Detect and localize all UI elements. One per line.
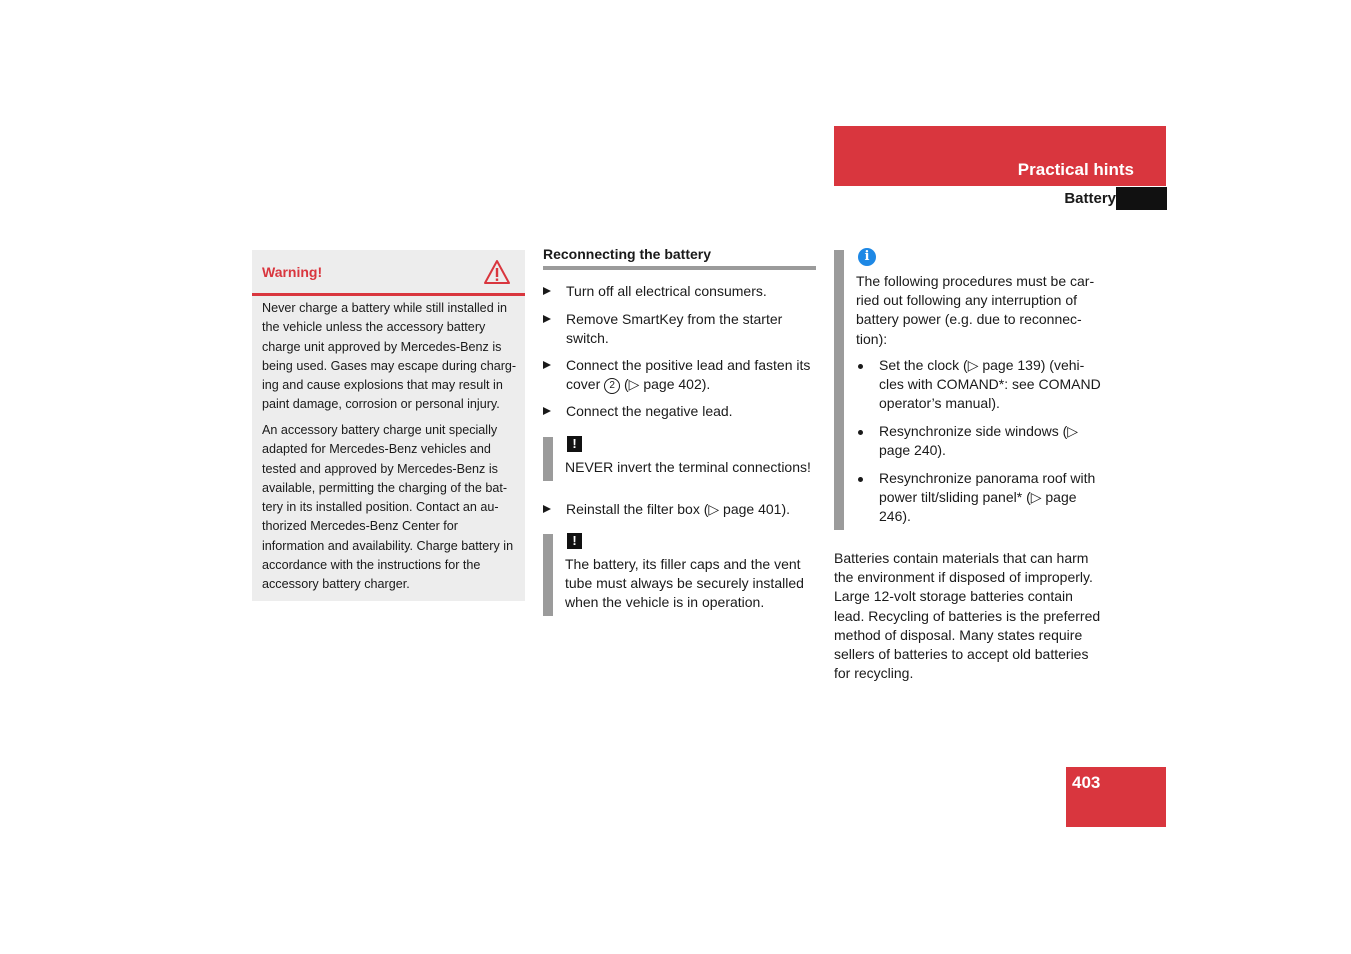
warning-paragraph: An accessory battery charge unit specially adapted for Mercedes-Benz vehicles and tested and approved by Mercedes-Benz is available, permitting the charging of the bat- tery in its installed position. Contact an au- thorized Mercedes-Benz Center for information and availability. Charge battery in accordance with the instructions for the accessory battery charger.	[262, 423, 514, 592]
step-item	[543, 310, 818, 348]
page-number: 403	[1072, 773, 1101, 792]
info-intro: The following procedures must be car- ried out following any interruption of battery power (e.g. due to reconnec- tion):	[856, 273, 1095, 347]
bullet-dot-icon	[858, 430, 863, 435]
info-bar	[834, 250, 844, 530]
list-item-text: Resynchronize side windows (▷ page 240).	[879, 423, 1079, 459]
list-item	[856, 422, 1108, 460]
caution-icon: !	[567, 436, 582, 452]
step-arrow-icon	[543, 407, 551, 415]
note-bar	[543, 437, 553, 481]
list-item-text: Set the clock (▷ page 139) (vehi- cles with COMAND*: see COMAND operator’s manual).	[879, 357, 1101, 412]
caution-icon: !	[567, 533, 582, 549]
thumb-tab-marker	[1116, 187, 1167, 210]
step-arrow-icon	[543, 505, 551, 513]
step-text	[566, 356, 818, 394]
heading-rule	[543, 266, 816, 270]
step-text: Reinstall the filter box (▷ page 401).	[566, 501, 790, 517]
info-icon: i	[858, 248, 876, 266]
warning-title: Warning!	[262, 264, 323, 280]
warning-divider	[252, 293, 525, 296]
list-item	[856, 469, 1108, 527]
note-text: The battery, its filler caps and the vent tube must always be securely installed when the vehicle is in operation.	[565, 556, 804, 611]
list-item	[856, 356, 1108, 414]
warning-box	[252, 250, 525, 601]
step-item	[543, 500, 818, 519]
step-text: Connect the negative lead.	[566, 403, 733, 419]
step-text: Remove SmartKey from the starter switch.	[566, 311, 783, 347]
note-text: NEVER invert the terminal connections!	[565, 459, 811, 475]
step-text: Turn off all electrical consumers.	[566, 283, 767, 299]
step-item	[543, 282, 818, 301]
page-reference: (▷ page 402).	[624, 376, 711, 393]
step-item	[543, 356, 818, 394]
environment-paragraph: Batteries contain materials that can harm the environment if disposed of improperly. Large 12-volt storage batteries contain lead. Recycling of batteries is the preferred method of disposal. Many states require sellers of batteries to accept old batteries for recycling.	[834, 550, 1101, 682]
section-title: Practical hints	[1017, 160, 1134, 179]
callout-number: 2	[604, 378, 620, 394]
step-text-part: Connect the positive lead and fasten its cover	[566, 357, 811, 393]
list-item-text: Resynchronize panorama roof with power tilt/sliding panel* (▷ page 246).	[879, 470, 1096, 525]
step-item	[543, 402, 818, 421]
reconnect-heading: Reconnecting the battery	[543, 246, 712, 262]
warning-paragraph: Never charge a battery while still installed in the vehicle unless the accessory battery charge unit approved by Mercedes-Benz is being used. Gases may escape during charg- ing and cause explosions that may result in paint damage, corrosion or personal injury.	[262, 301, 517, 412]
page-number-box	[1066, 767, 1166, 827]
note-bar	[543, 534, 553, 616]
warning-triangle-icon	[483, 259, 511, 285]
step-arrow-icon	[543, 361, 551, 369]
step-arrow-icon	[543, 315, 551, 323]
bullet-dot-icon	[858, 477, 863, 482]
subsection-title: Battery	[1064, 190, 1116, 207]
step-arrow-icon	[543, 287, 551, 295]
bullet-dot-icon	[858, 364, 863, 369]
section-header-band	[834, 126, 1166, 186]
